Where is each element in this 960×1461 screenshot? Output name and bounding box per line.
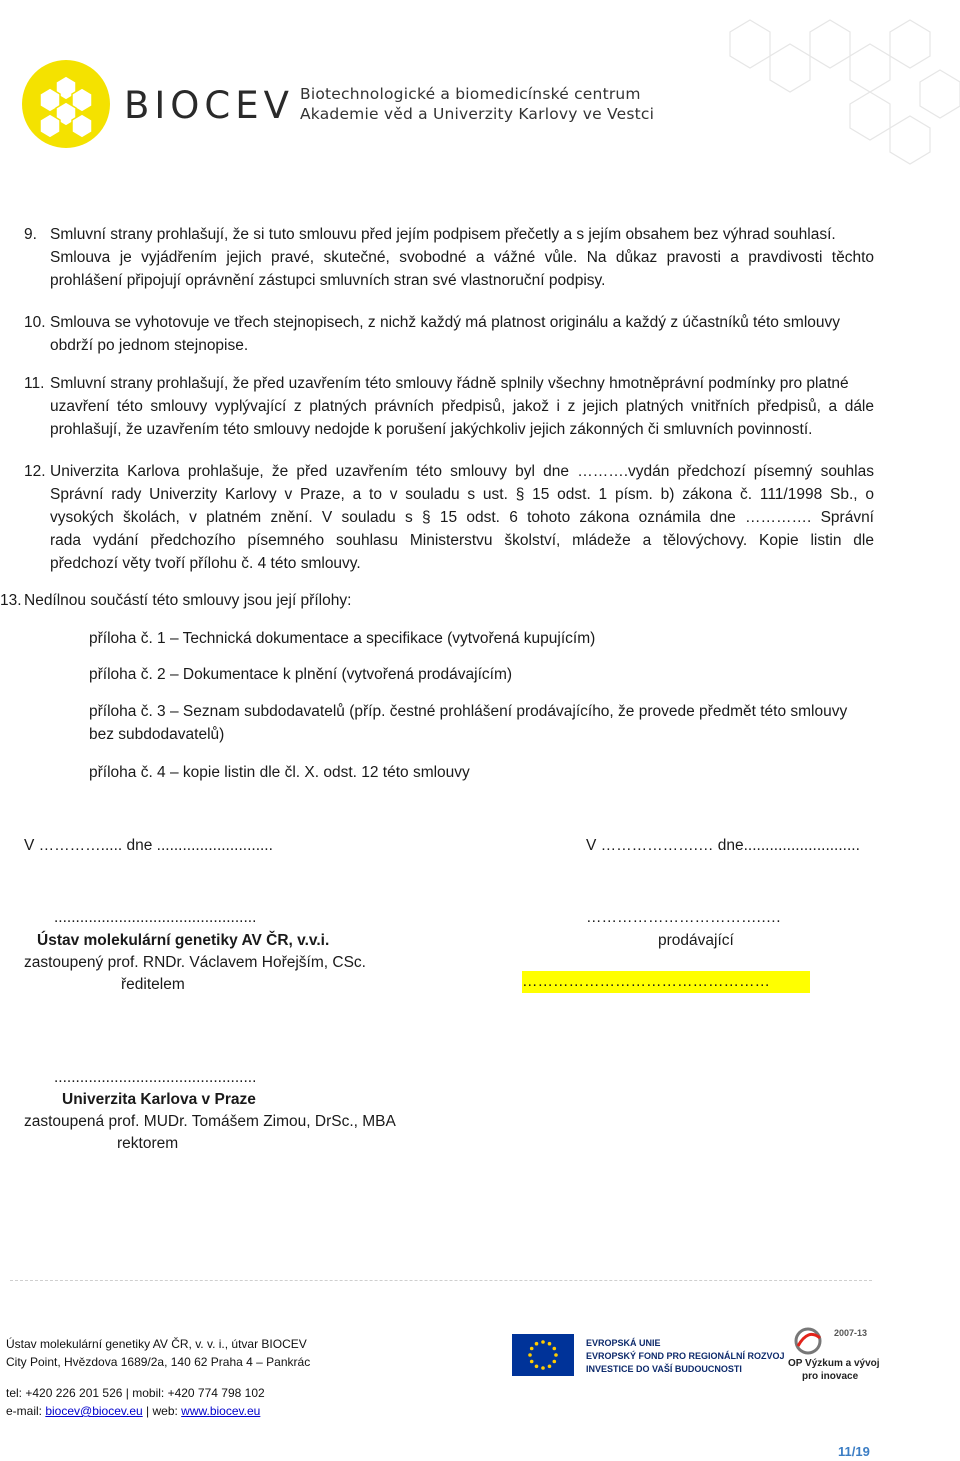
clause-number: 13. (0, 592, 22, 609)
footer-divider (10, 1280, 872, 1281)
op-years: 2007-13 (834, 1328, 868, 1338)
signatory-org-left: Ústav molekulární genetiky AV ČR, v.v.i. (37, 932, 330, 949)
signature-line-left: ............................................... (54, 909, 257, 926)
clause-number: 9. (24, 226, 37, 243)
signatory-rep-left: zastoupený prof. RNDr. Václavem Hořejším, CSc. (24, 954, 366, 971)
clause-11-line: Smluvní strany prohlašují, že před uzavřením této smlouvy řádně splnily všechny hmotněprávní podmínky pro platné (50, 375, 849, 392)
web-label: | web: (142, 1404, 182, 1418)
biocev-logo-icon (20, 58, 112, 150)
clause-13 (0, 589, 880, 612)
footer-phone: tel: +420 226 201 526 | mobil: +420 774 798 102 (6, 1386, 265, 1400)
clause-9-line: Smlouva je vyjádřením jejich pravé, skutečné, svobodné a vážné vůle. Na důkaz pravosti a pravdivosti těchto (50, 249, 874, 266)
clause-12-line: Univerzita Karlova prohlašuje, že před uzavřením této smlouvy byl dne ……….vydán předchozí písemný souhlas (50, 463, 874, 480)
clause-9 (24, 223, 874, 292)
web-link[interactable]: www.biocev.eu (181, 1404, 261, 1418)
clause-11-line: prohlašují, že uzavřením této smlouvy nedojde k porušení jakýchkoliv jejich zákonných či smluvních povinností. (50, 421, 813, 438)
email-link[interactable]: biocev@biocev.eu (45, 1404, 143, 1418)
hexagon-pattern-icon (640, 0, 960, 200)
clause-12-line: předchozí věty tvoří přílohu č. 4 této smlouvy. (50, 555, 361, 572)
footer-address-line2: City Point, Hvězdova 1689/2a, 140 62 Praha 4 – Pankrác (6, 1355, 311, 1369)
place-date-left: V …………..... dne ........................... (24, 837, 273, 854)
attachment-item: příloha č. 3 – Seznam subdodavatelů (příp. čestné prohlášení prodávajícího, že provede předmět této smlouvy (89, 703, 848, 720)
clause-9-line: prohlášení připojují oprávnění zástupci smluvních stran své vlastnoruční podpisy. (50, 272, 606, 289)
attachment-item: příloha č. 2 – Dokumentace k plnění (vytvořená prodávajícím) (89, 666, 513, 683)
signatory-role-left: ředitelem (121, 976, 185, 993)
clause-10-line: obdrží po jednom stejnopise. (50, 337, 249, 354)
eu-flag-icon (512, 1334, 574, 1376)
footer-contacts (6, 1404, 260, 1418)
email-label: e-mail: (6, 1404, 46, 1418)
page-number: 11/19 (838, 1444, 870, 1459)
brand-name: BIOCEV (124, 84, 294, 127)
attachment-item: příloha č. 1 – Technická dokumentace a specifikace (vytvořená kupujícím) (89, 630, 596, 647)
clause-number: 12. (24, 463, 46, 480)
eu-text-line1: EVROPSKÁ UNIE (586, 1338, 661, 1348)
clause-12-line: vysokých školách, v platném znění. V souladu s § 15 odst. 6 tohoto zákona oznámila dne …………. Správní (50, 509, 874, 526)
op-vavpi-logo (780, 1326, 880, 1386)
op-subtitle: pro inovace (802, 1371, 859, 1382)
clause-12-line: rada vydání předchozího písemného souhlasu Ministerstvu školství, mládeže a tělovýchovy. Kopie listin dle (50, 532, 874, 549)
attachment-item: bez subdodavatelů) (89, 726, 225, 743)
clause-number: 10. (24, 314, 46, 331)
op-title: OP Výzkum a vývoj (788, 1358, 880, 1369)
clause-10-line: Smlouva se vyhotovuje ve třech stejnopisech, z nichž každý má platnost originálu a každý z účastníků této smlouvy (50, 314, 841, 331)
op-swirl-icon (792, 1326, 824, 1356)
signatory-role-right: prodávající (658, 932, 734, 949)
eu-text-line2: EVROPSKÝ FOND PRO REGIONÁLNÍ ROZVOJ (586, 1351, 785, 1361)
signature-line-right: …………………………….…. (586, 909, 781, 926)
brand-subtitle-line2: Akademie věd a Univerzity Karlovy ve Vestci (300, 105, 655, 123)
clause-13-text: Nedílnou součástí této smlouvy jsou její přílohy: (24, 592, 352, 609)
signatory-org-bottom: Univerzita Karlova v Praze (62, 1091, 256, 1108)
attachment-item: příloha č. 4 – kopie listin dle čl. X. odst. 12 této smlouvy (89, 764, 470, 781)
eu-text-line3: INVESTICE DO VAŠÍ BUDOUCNOSTI (586, 1364, 742, 1374)
place-date-right: V ……………….… dne........................... (586, 837, 860, 854)
signatory-role-bottom: rektorem (117, 1135, 179, 1152)
clause-12 (24, 460, 874, 575)
highlighted-blank: ………………………………………… (522, 971, 810, 993)
brand-subtitle-line1: Biotechnologické a biomedicínské centrum (300, 85, 641, 103)
clause-9-line: Smluvní strany prohlašují, že si tuto smlouvu před jejím podpisem přečetly a s jejím obsahem bez výhrad souhlasí. (50, 226, 836, 243)
clause-11 (24, 372, 874, 441)
signature-line-bottom: ............................................... (54, 1069, 257, 1086)
clause-10 (24, 311, 874, 357)
signatory-rep-bottom: zastoupená prof. MUDr. Tomášem Zimou, DrSc., MBA (24, 1113, 396, 1130)
clause-number: 11. (24, 375, 45, 392)
footer-address-line1: Ústav molekulární genetiky AV ČR, v. v. i., útvar BIOCEV (6, 1337, 307, 1351)
clause-12-line: Správní rady Univerzity Karlovy v Praze, a to v souladu s ust. § 15 odst. 1 písm. b) zákona č. 111/1998 Sb., o (50, 486, 874, 503)
clause-11-line: uzavření této smlouvy vyplývající z platných právních předpisů, jakož i z jejich platných vnitřních předpisů, a dále (50, 398, 874, 415)
